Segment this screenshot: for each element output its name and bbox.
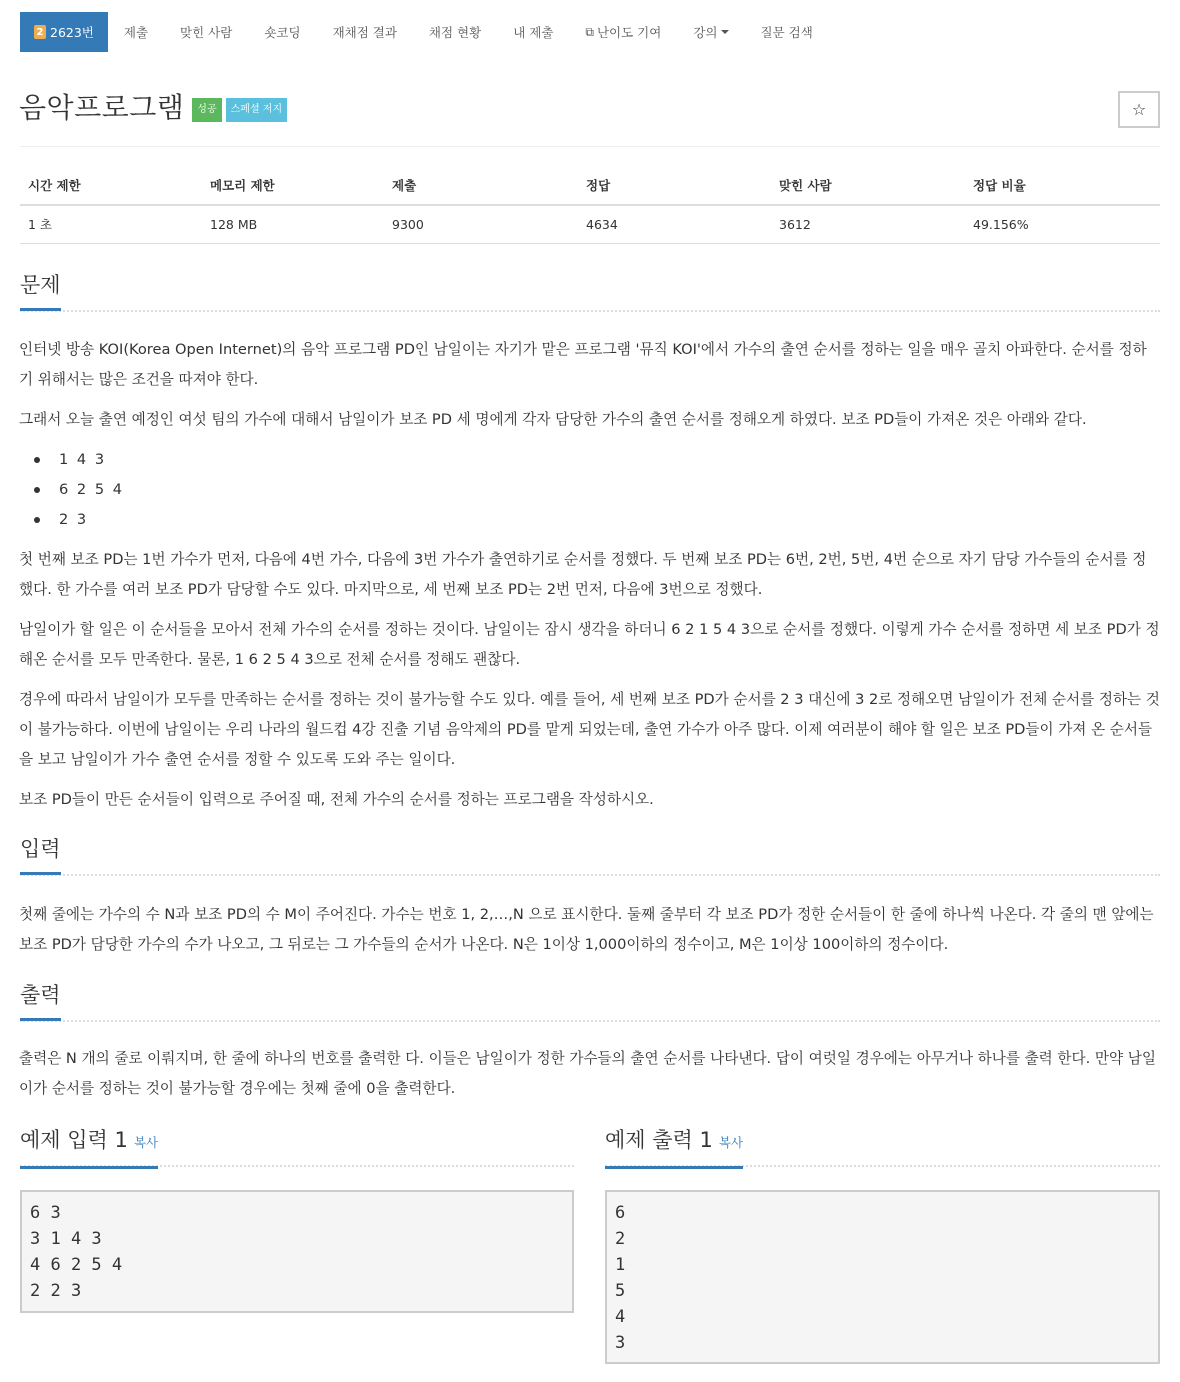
status-badge-special-judge: 스페셜 저지 <box>226 98 287 122</box>
star-icon: ☆ <box>1131 100 1147 119</box>
description-heading: 문제 <box>20 270 61 311</box>
sample-output-line: 5 <box>615 1281 626 1301</box>
accepted-value: 4634 <box>578 205 771 243</box>
description-section-header <box>20 270 1160 316</box>
nav-status[interactable]: 채점 현황 <box>428 25 482 40</box>
input-description: 첫째 줄에는 가수의 수 N과 보조 PD의 수 M이 주어진다. 가수는 번호 1, 2,…,N 으로 표시한다. 둘째 줄부터 각 보조 PD가 정한 순서들이 한 줄에 하나씩 나온다. 각 줄의 맨 앞에는 보조 PD가 담당한 가수의 수가 나오고, 그 뒤로는 그 가수들의 순서가 나온다. N은 1이상 1,000이하의 정수이고, M은 1이상 100이하의 정수이다. <box>19 906 1154 953</box>
description-paragraph-1: 인터넷 방송 KOI(Korea Open Internet)의 음악 프로그램 PD인 남일이는 자기가 맡은 프로그램 '뮤직 KOI'에서 가수의 출연 순서를 정하는 일을 매우 골치 아파한다. 순서를 정하기 위해서는 많은 조건을 따져야 한다. <box>19 341 1147 388</box>
nav-my-submissions[interactable]: 내 제출 <box>513 25 554 40</box>
nav-solved-users[interactable]: 맞힌 사람 <box>180 25 233 40</box>
time-limit-value: 1 초 <box>20 205 202 243</box>
nav-rejudge-results[interactable]: 재채점 결과 <box>332 25 397 40</box>
sample-output-line: 1 <box>615 1255 626 1275</box>
description-paragraph-2: 그래서 오늘 출연 예정인 여섯 팀의 가수에 대해서 남일이가 보조 PD 세 명에게 각자 담당한 가수의 출연 순서를 정해오게 하였다. 보조 PD들이 가져온 것은 아래와 같다. <box>19 411 1087 428</box>
section-divider <box>20 874 1160 876</box>
nav-problem-number[interactable] <box>20 12 108 52</box>
description-paragraph-6: 보조 PD들이 만든 순서들이 입력으로 주어질 때, 전체 가수의 순서를 정하는 프로그램을 작성하시오. <box>19 791 654 808</box>
copy-sample-output-button[interactable]: 복사 <box>718 1135 744 1150</box>
external-link-icon: ⧉ <box>585 24 594 39</box>
solved-users-value: 3612 <box>771 205 965 243</box>
list-item: 2 3 <box>19 505 1159 535</box>
nav-lectures-label: 강의 <box>693 25 718 40</box>
section-divider <box>20 310 1160 312</box>
table-header-row <box>20 166 1160 205</box>
copy-sample-input-button[interactable]: 복사 <box>133 1135 159 1150</box>
description-paragraph-3: 첫 번째 보조 PD는 1번 가수가 먼저, 다음에 4번 가수, 다음에 3번 가수가 출연하기로 순서를 정했다. 두 번째 보조 PD는 6번, 2번, 5번, 4번 순으로 자기 담당 가수들의 순서를 정했다. 한 가수를 여러 보조 PD가 담당할 수도 있다. 마지막으로, 세 번째 보조 PD는 2번 먼저, 다음에 3번으로 정했다. <box>19 551 1147 598</box>
table-row <box>20 205 1160 243</box>
list-item: 6 2 5 4 <box>19 475 1159 505</box>
sample-output-header <box>605 1125 1160 1171</box>
favorite-button[interactable] <box>1118 91 1160 128</box>
header-accept-ratio: 정답 비율 <box>965 166 1160 205</box>
nav-submit[interactable]: 제출 <box>123 25 149 40</box>
section-divider <box>20 1020 1160 1022</box>
sample-output-box[interactable] <box>605 1190 1160 1364</box>
header-memory-limit: 메모리 제한 <box>202 166 384 205</box>
sample-input-heading-text: 예제 입력 1 <box>20 1128 128 1152</box>
page-title: 음악프로그램 <box>19 91 185 124</box>
sample-output-line: 4 <box>615 1307 626 1327</box>
sample-input-header <box>20 1125 574 1171</box>
sample-output-heading <box>605 1125 743 1169</box>
title-divider <box>20 146 1160 147</box>
sample-output-line: 3 <box>615 1333 626 1353</box>
header-submissions: 제출 <box>384 166 578 205</box>
problem-nav <box>20 12 829 52</box>
sample-input-line: 2 2 3 <box>30 1281 82 1301</box>
sample-input-heading <box>20 1125 158 1169</box>
nav-lectures-dropdown[interactable] <box>677 12 744 52</box>
sample-input-line: 6 3 <box>30 1203 61 1223</box>
header-accepted: 정답 <box>578 166 771 205</box>
accept-ratio-value: 49.156% <box>965 205 1160 243</box>
input-section-header <box>20 834 1160 880</box>
nav-problem-number-label: 2623번 <box>50 25 94 40</box>
assistant-orders-list <box>19 445 1159 535</box>
header-time-limit: 시간 제한 <box>20 166 202 205</box>
sample-output-heading-text: 예제 출력 1 <box>605 1128 713 1152</box>
output-description: 출력은 N 개의 줄로 이뤄지며, 한 줄에 하나의 번호를 출력한 다. 이들은 남일이가 정한 가수들의 출연 순서를 나타낸다. 답이 여럿일 경우에는 아무거나 하나를 출력 한다. 만약 남일이가 순서를 정하는 것이 불가능할 경우에는 첫째 줄에 0을 출력한다. <box>19 1050 1156 1097</box>
nav-short-coding[interactable]: 숏코딩 <box>264 25 301 40</box>
input-heading: 입력 <box>20 834 61 875</box>
sample-input-box[interactable] <box>20 1190 574 1313</box>
submissions-value: 9300 <box>384 205 578 243</box>
header-solved-users: 맞힌 사람 <box>771 166 965 205</box>
medal-icon: 2 <box>34 25 46 39</box>
list-item: 1 4 3 <box>19 445 1159 475</box>
output-heading: 출력 <box>20 980 61 1021</box>
status-badge-success: 성공 <box>192 98 221 122</box>
nav-difficulty-contribution[interactable] <box>569 12 677 52</box>
chevron-down-icon <box>721 30 729 34</box>
problem-title-row <box>19 88 287 128</box>
description-paragraph-4: 남일이가 할 일은 이 순서들을 모아서 전체 가수의 순서를 정하는 것이다. 남일이는 잠시 생각을 하더니 6 2 1 5 4 3으로 순서를 정했다. 이렇게 가수 순서를 정하면 세 보조 PD가 정해온 순서를 모두 만족한다. 물론, 1 6 2 5 4 3으로 전체 순서를 정해도 괜찮다. <box>19 621 1160 668</box>
sample-input-line: 3 1 4 3 <box>30 1229 102 1249</box>
nav-question-search[interactable]: 질문 검색 <box>760 25 813 40</box>
description-paragraph-5: 경우에 따라서 남일이가 모두를 만족하는 순서를 정하는 것이 불가능할 수도 있다. 예를 들어, 세 번째 보조 PD가 순서를 2 3 대신에 3 2로 정해오면 남일이가 전체 순서를 정하는 것이 불가능하다. 이번에 남일이는 우리 나라의 월드컵 4강 진출 기념 음악제의 PD를 맡게 되었는데, 출연 가수가 아주 많다. 이제 여러분이 해야 할 일은 보조 PD들이 가져 온 순서들을 보고 남일이가 가수 출연 순서를 정할 수 있도록 도와 주는 일이다. <box>19 691 1160 768</box>
output-section-header <box>20 980 1160 1026</box>
sample-output-line: 6 <box>615 1203 626 1223</box>
nav-difficulty-label: 난이도 기여 <box>596 25 662 40</box>
memory-limit-value: 128 MB <box>202 205 384 243</box>
problem-info-table <box>20 166 1160 244</box>
sample-output-line: 2 <box>615 1229 626 1249</box>
sample-input-line: 4 6 2 5 4 <box>30 1255 123 1275</box>
